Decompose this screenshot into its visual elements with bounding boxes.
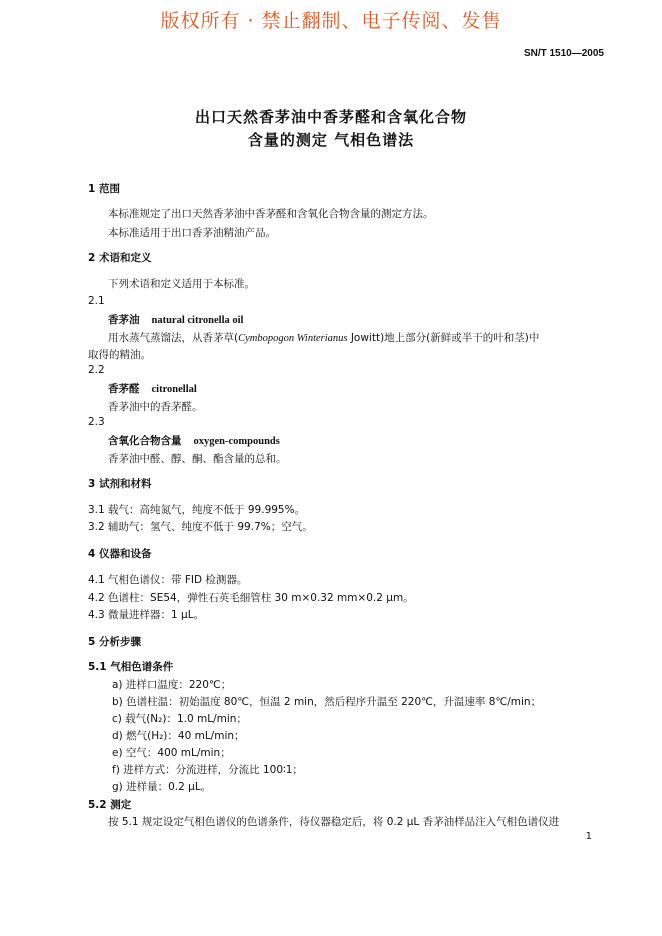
section-3-heading: 3 试剂和材料 <box>88 478 152 490</box>
subsection-5-1-heading: 5.1 气相色谱条件 <box>88 661 174 673</box>
document-title-line1: 出口天然香茅油中香茅醛和含氧化合物 <box>194 108 467 126</box>
term-definition-continued: 取得的精油。 <box>88 349 151 361</box>
term-definition <box>108 330 539 345</box>
section-2-intro: 下列术语和定义适用于本标准。 <box>108 278 255 290</box>
section-3-item: 3.1 载气：高纯氮气，纯度不低于 99.995%。 <box>88 504 306 516</box>
section-2-heading: 2 术语和定义 <box>88 252 152 264</box>
term-english: natural citronella oil <box>151 315 244 326</box>
section-5-heading: 5 分析步骤 <box>88 636 141 648</box>
condition-item: f) 进样方式：分流进样，分流比 100∶1； <box>112 764 303 776</box>
section-1-paragraph-1: 本标准规定了出口天然香茅油中香茅醛和含氧化合物含量的测定方法。 <box>108 208 434 220</box>
section-4-item: 4.1 气相色谱仪：带 FID 检测器。 <box>88 574 248 586</box>
term-heading <box>108 312 243 327</box>
section-4-item: 4.3 微量进样器：1 μL。 <box>88 609 205 621</box>
condition-item: c) 载气(N₂)：1.0 mL/min； <box>112 713 247 725</box>
subsection-5-2-heading: 5.2 测定 <box>88 799 132 811</box>
condition-item: a) 进样口温度：220℃； <box>112 679 232 691</box>
term-chinese: 香茅醛 <box>108 383 140 395</box>
term-heading <box>108 433 280 448</box>
term-number: 2.2 <box>88 364 105 376</box>
term-heading <box>108 381 197 396</box>
condition-item: d) 燃气(H₂)：40 mL/min； <box>112 730 245 742</box>
section-3-item: 3.2 辅助气：氢气、纯度不低于 99.7%；空气。 <box>88 521 313 533</box>
section-4-heading: 4 仪器和设备 <box>88 548 152 560</box>
condition-item: g) 进样量：0.2 μL。 <box>112 781 212 793</box>
section-1-paragraph-2: 本标准适用于出口香茅油精油产品。 <box>108 227 276 239</box>
definition-text-a: 用水蒸气蒸馏法，从香茅草( <box>108 332 239 344</box>
term-english: oxygen-compounds <box>193 436 280 447</box>
latin-species-name: Cymbopogon Winterianus <box>238 333 348 344</box>
term-definition: 香茅油中醛、醇、酮、酯含量的总和。 <box>108 453 287 465</box>
term-chinese: 含氧化合物含量 <box>108 435 182 447</box>
standard-number: SN/T 1510—2005 <box>523 48 604 59</box>
document-title-line2: 含量的测定 气相色谱法 <box>247 131 415 149</box>
term-chinese: 香茅油 <box>108 314 140 326</box>
condition-item: b) 色谱柱温：初始温度 80℃，恒温 2 min，然后程序升温至 220℃，升温速率 8℃/min； <box>112 696 542 708</box>
term-number: 2.3 <box>88 416 105 428</box>
term-definition: 香茅油中的香茅醛。 <box>108 401 203 413</box>
term-english: citronellal <box>151 384 197 395</box>
copyright-banner: 版权所有 · 禁止翻制、电子传阅、发售 <box>160 10 502 32</box>
section-4-item: 4.2 色谱柱：SE54，弹性石英毛细管柱 30 m×0.32 mm×0.2 μm。 <box>88 592 414 604</box>
page-number: 1 <box>585 831 592 842</box>
section-5-2-paragraph: 按 5.1 规定设定气相色谱仪的色谱条件，待仪器稳定后，将 0.2 μL 香茅油样品注入气相色谱仪进 <box>108 816 560 828</box>
section-1-heading: 1 范围 <box>88 183 120 195</box>
definition-text-b: Jowitt)地上部分(新鲜或半干的叶和茎)中 <box>347 332 540 344</box>
condition-item: e) 空气：400 mL/min； <box>112 747 231 759</box>
term-number: 2.1 <box>88 295 105 307</box>
